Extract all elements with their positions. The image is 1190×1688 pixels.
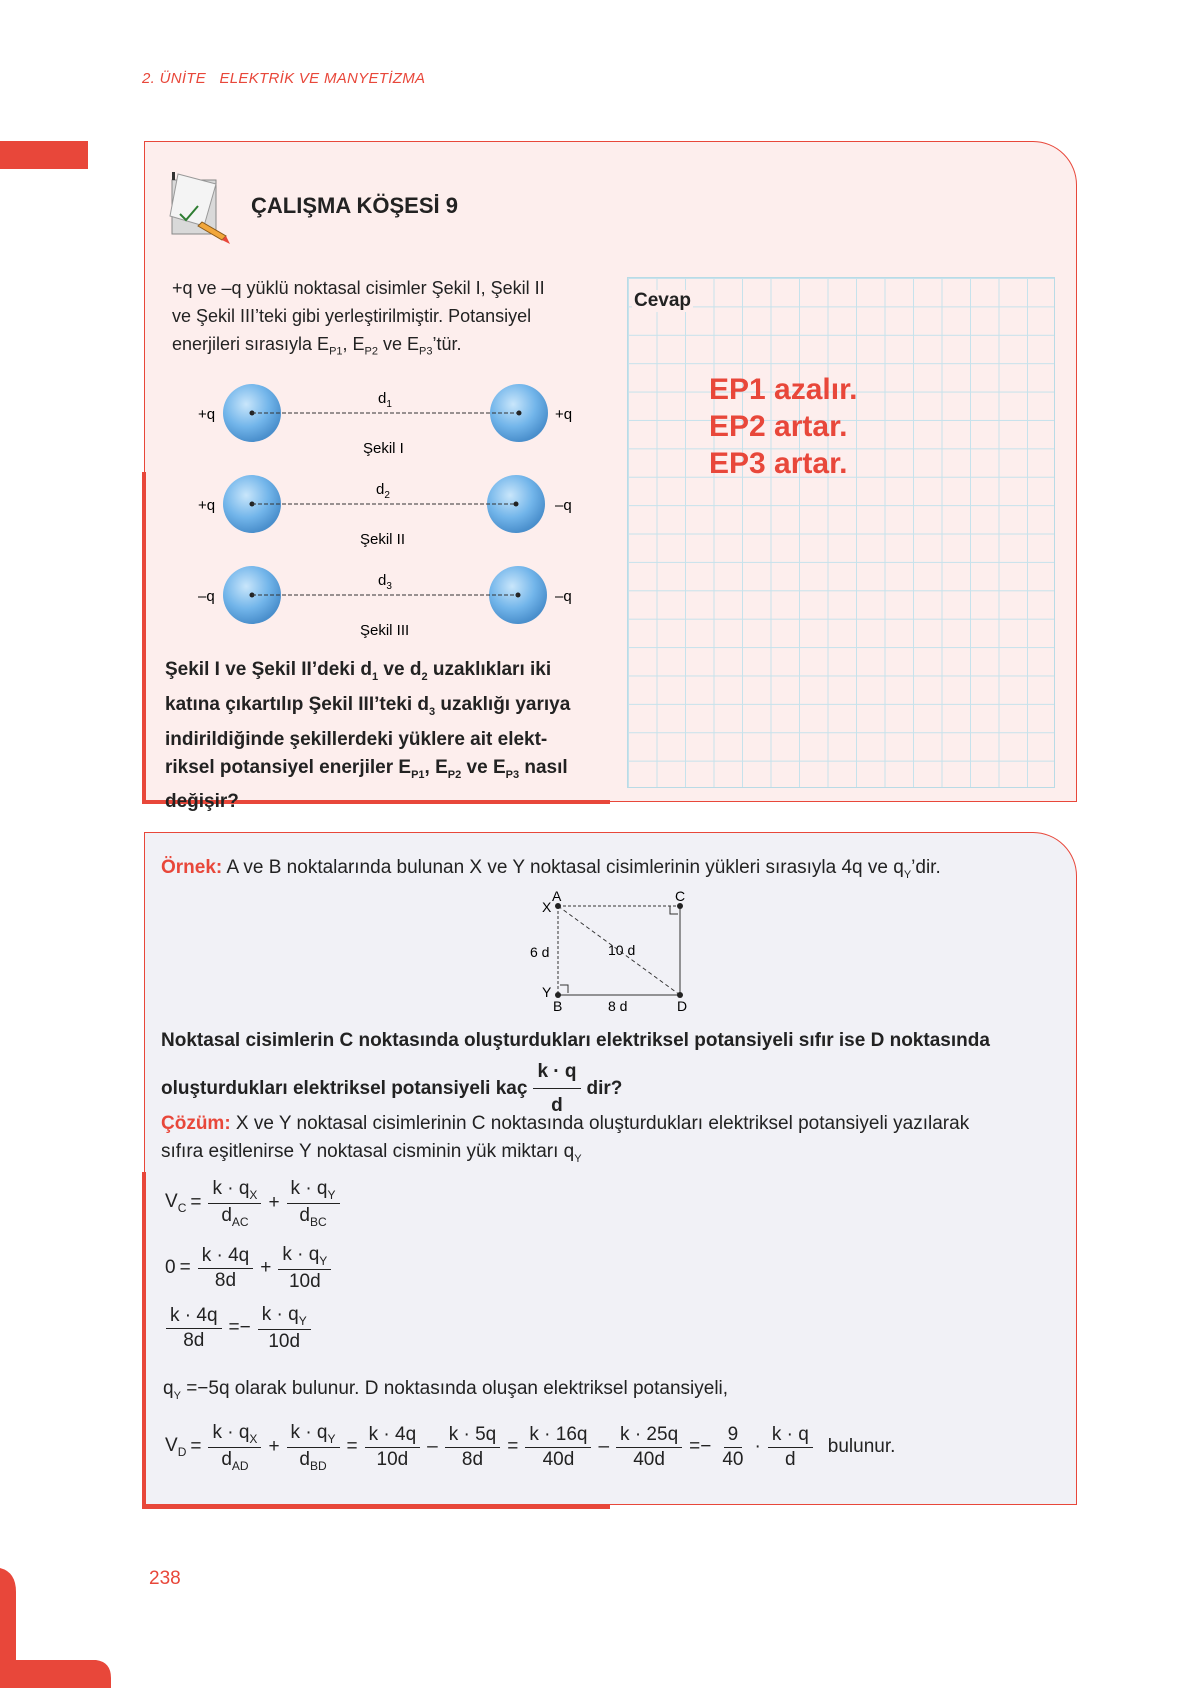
- distance-label: $d_1$: [378, 390, 392, 410]
- answer-line-2: EP2 artar.: [709, 410, 848, 443]
- intro-text: [172, 274, 612, 366]
- point-d-label: D: [677, 998, 688, 1014]
- charge-label: –q: [555, 588, 572, 605]
- charge-label: –q: [198, 588, 215, 605]
- figure-caption: Şekil II: [360, 531, 406, 548]
- figure-3: [198, 566, 572, 639]
- charge-label: +q: [198, 497, 216, 514]
- distance-label: $d_2$: [376, 481, 390, 501]
- equation-vc: $V_C$ = $\frac{k \cdot q_X}{d_{AC}}$ + $\frac{k \cdot q_Y}{d_{BC}}$: [165, 1178, 343, 1229]
- rectangle-diagram: [520, 885, 700, 1015]
- equation-vd: $V_D$ = $\frac{k \cdot q_X}{d_{AD}}$ + $\frac{k \cdot q_Y}{d_{BD}}$ = $\frac{k \cdot 4q}{10d}$ – $\frac{k \cdot 5q}{8d}$ = $\frac{k \cdot 16q}{40d}$ – $\frac{k \cdot 25q}{40d}$ =− $\frac{9}{40}$ · $\frac{k \cdot q}{d}$ bulunur.: [165, 1422, 896, 1473]
- ab-length: 6 d: [530, 944, 550, 960]
- point-b-label: B: [553, 998, 563, 1014]
- question-text: Şekil I ve Şekil II’deki $d_1$ ve $d_2$ uzaklıkları iki katına çıkartılıp Şekil III’teki $d_3$ uzaklığı yarıya indirildiğinde şekillerdeki yüklere ait elekt- riksel potansiyel enerjiler $E_{P1}$, $E_{P2}$ ve $E_{P3}$ nasıl değişir?: [165, 659, 571, 813]
- charge-label: +q: [555, 406, 573, 423]
- bd-length: 8 d: [608, 998, 628, 1014]
- side-tab: [0, 141, 88, 169]
- figure-caption: Şekil I: [363, 440, 404, 457]
- ad-length: 10 d: [608, 942, 636, 958]
- answer-line-3: EP3 artar.: [709, 447, 848, 480]
- intro-line-2: ve Şekil III’teki gibi yerleştirilmiştir. Potansiyel: [172, 306, 532, 326]
- charge-label: –q: [555, 497, 572, 514]
- notebook-pencil-icon: [168, 170, 234, 246]
- panel-accent-bar: [142, 472, 146, 804]
- figure-caption: Şekil III: [360, 622, 410, 639]
- unit-label: 2. ÜNİTE: [142, 70, 207, 87]
- figure-2: [198, 475, 572, 548]
- point-a-label: A: [552, 888, 562, 904]
- intro-line-1: +q ve –q yüklü noktasal cisimler Şekil I, Şekil II: [172, 278, 545, 298]
- example-statement: Örnek: A ve B noktalarında bulunan X ve Y noktasal cisimlerinin yükleri sırasıyla 4q ve $q_Y’dir$.: [161, 857, 941, 881]
- charge-label: +q: [198, 406, 216, 423]
- answer-grid[interactable]: [627, 277, 1055, 788]
- solution-text: Çözüm: X ve Y noktasal cisimlerinin C noktasında oluşturdukları elektriksel potansiyeli yazılarak sıfıra eşitlenirse Y noktasal cisminin yük miktarı $q_Y$: [161, 1113, 970, 1165]
- distance-label: $d_3$: [378, 572, 392, 592]
- unit-title: ELEKTRİK VE MANYETİZMA: [219, 70, 426, 87]
- qy-result: $q_Y =-5q$ olarak bulunur. D noktasında oluşan elektriksel potansiyeli,: [163, 1378, 729, 1402]
- panel-accent-bottom: [142, 1505, 610, 1509]
- equation-balance: $\frac{k \cdot 4q}{8d}$ =− $\frac{k \cdot q_Y}{10d}$: [163, 1304, 314, 1353]
- section-title: ÇALIŞMA KÖŞESİ 9: [251, 193, 458, 218]
- point-x-label: X: [542, 899, 552, 915]
- answer-label: Cevap: [634, 290, 692, 311]
- page-number: 238: [149, 1568, 181, 1589]
- running-header: [142, 70, 425, 87]
- page-corner-decoration: [0, 1568, 111, 1688]
- equation-zero: 0 = $\frac{k \cdot 4q}{8d}$ + $\frac{k \cdot q_Y}{10d}$: [165, 1244, 334, 1293]
- point-y-label: Y: [542, 984, 552, 1000]
- example-question: Noktasal cisimlerin C noktasında oluşturdukları elektriksel potansiyeli sıfır ise D noktasında oluşturdukları elektriksel potansiyeli kaç $\frac{k \cdot q}{d}$ dir?: [161, 1030, 990, 1116]
- panel-accent-bar: [142, 1172, 146, 1509]
- point-c-label: C: [675, 888, 686, 904]
- result-word: bulunur.: [827, 1436, 896, 1458]
- answer-line-1: EP1 azalır.: [709, 373, 858, 406]
- charge-figures: [190, 378, 590, 648]
- intro-line-3: enerjileri sırasıyla $E_{P1}$, $E_{P2}$ ve $E_{P3}’tür$.: [172, 334, 462, 358]
- figure-1: [198, 384, 572, 457]
